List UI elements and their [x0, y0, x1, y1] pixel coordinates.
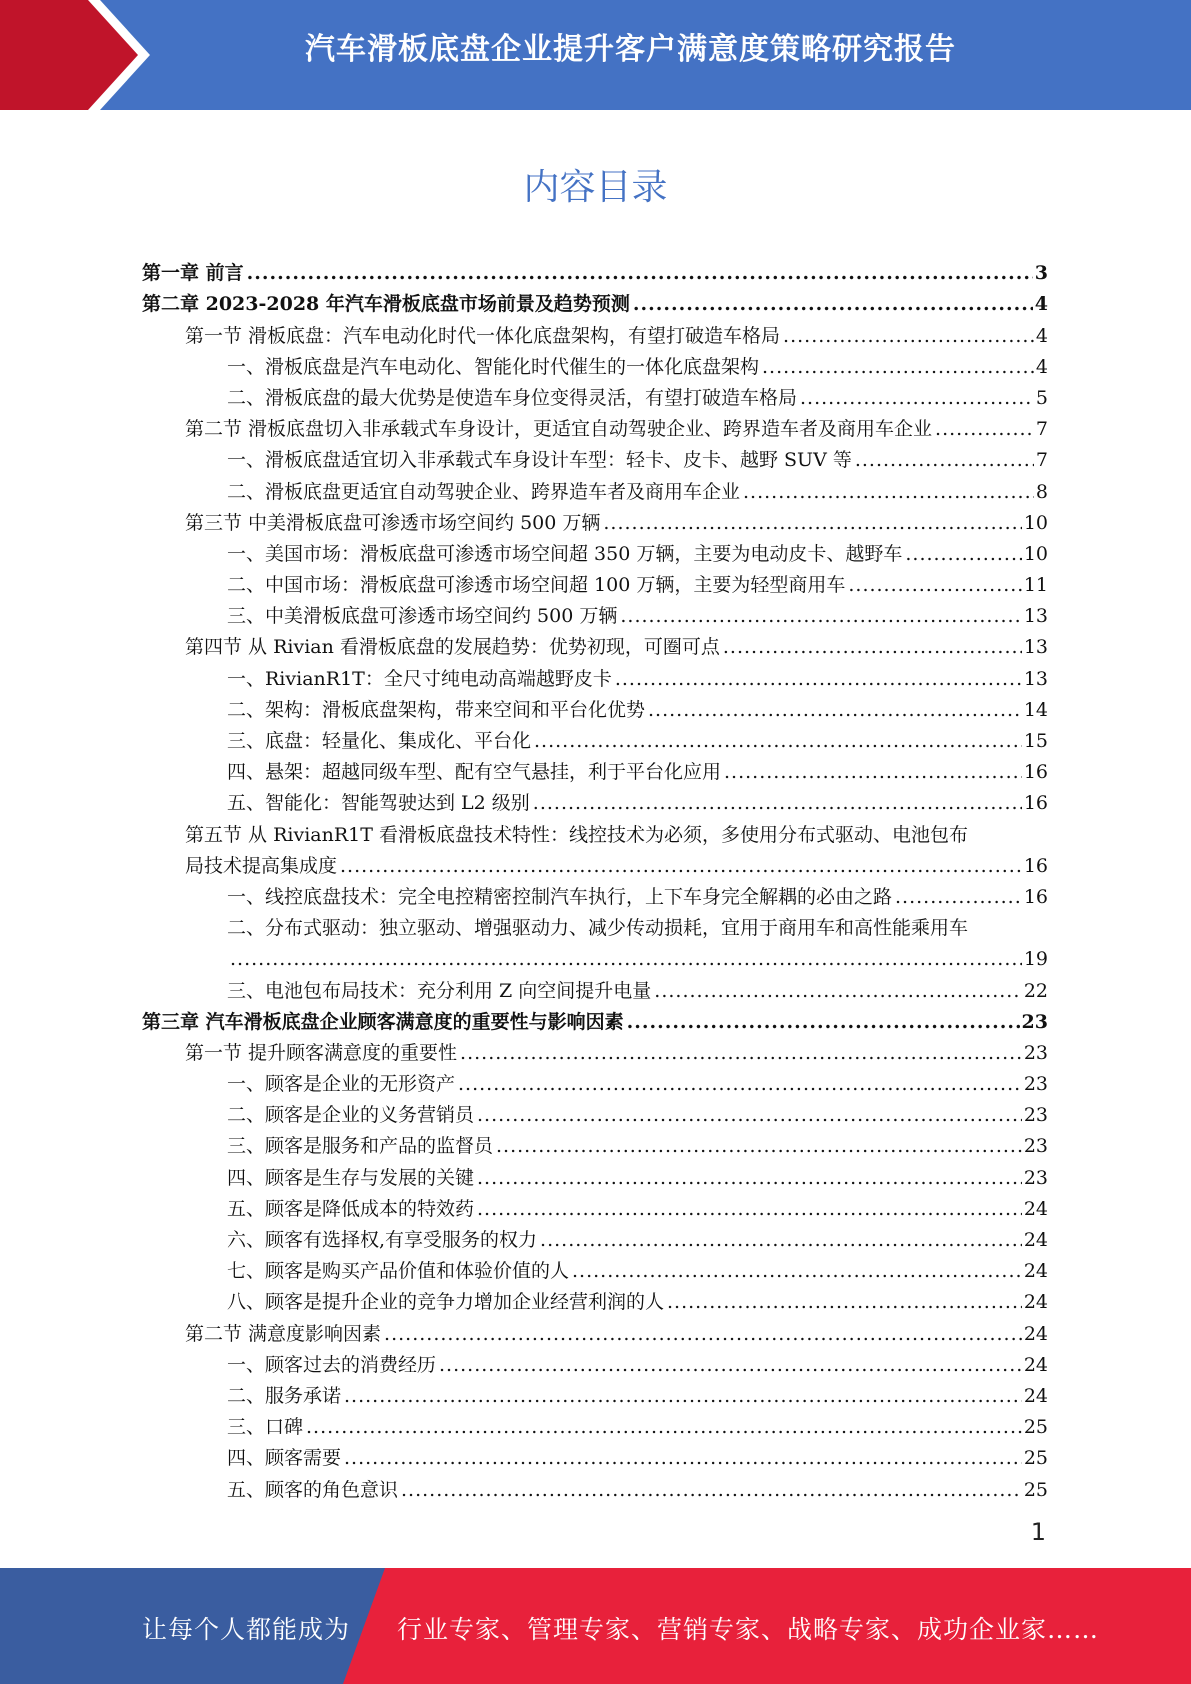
toc-entry[interactable] — [142, 254, 1048, 285]
toc-entry[interactable] — [142, 1096, 1048, 1127]
toc-entry[interactable] — [142, 753, 1048, 784]
toc-entry[interactable] — [142, 847, 1048, 878]
toc-dot-leader — [477, 1166, 1022, 1190]
toc-entry-page: 16 — [1023, 885, 1048, 908]
toc-entry-page: 14 — [1023, 698, 1048, 721]
toc-entry-label: 一、滑板底盘是汽车电动化、智能化时代催生的一体化底盘架构 — [227, 355, 760, 378]
toc-entry-page: 25 — [1023, 1447, 1048, 1470]
header-arrow-decoration — [0, 0, 160, 110]
toc-entry[interactable] — [142, 441, 1048, 472]
toc-dot-leader — [533, 791, 1022, 815]
toc-entry-page: 16 — [1023, 792, 1048, 815]
toc-entry-label: 一、滑板底盘适宜切入非承载式车身设计车型：轻卡、皮卡、越野 SUV 等 — [227, 449, 852, 472]
toc-entry-label: 五、智能化：智能驾驶达到 L2 级别 — [227, 792, 530, 815]
toc-dot-leader — [460, 1041, 1022, 1065]
toc-entry[interactable] — [142, 1127, 1048, 1158]
toc-entry[interactable] — [142, 535, 1048, 566]
toc-entry[interactable] — [142, 691, 1048, 722]
toc-entry-page: 25 — [1023, 1478, 1048, 1501]
toc-entry-label: 六、顾客有选择权,有享受服务的权力 — [227, 1229, 538, 1251]
toc-dot-leader — [496, 1134, 1022, 1158]
toc-entry-page: 7 — [1035, 418, 1048, 441]
toc-dot-leader — [800, 386, 1034, 410]
toc-dot-leader — [667, 1290, 1022, 1314]
toc-entry-label: 第五节 从 RivianR1T 看滑板底盘技术特性：线控技术为必须，多使用分布式驱动、电池包布 — [185, 823, 968, 846]
toc-dot-leader — [724, 760, 1022, 784]
toc-entry-label: 三、顾客是服务和产品的监督员 — [227, 1135, 494, 1158]
toc-dot-leader — [572, 1259, 1022, 1283]
toc-entry-page: 23 — [1023, 1073, 1048, 1096]
toc-entry[interactable] — [142, 348, 1048, 379]
toc-entry-label: 四、顾客需要 — [227, 1447, 342, 1470]
toc-entry-page: 19 — [1023, 948, 1048, 971]
toc-entry-page: 13 — [1023, 667, 1048, 690]
toc-dot-leader — [477, 1197, 1022, 1221]
toc-entry[interactable] — [142, 1034, 1048, 1065]
toc-entry[interactable] — [142, 878, 1048, 909]
toc-dot-leader — [783, 324, 1034, 348]
toc-entry-page: 24 — [1023, 1291, 1048, 1314]
toc-dot-leader — [743, 480, 1034, 504]
toc-entry-label: 三、中美滑板底盘可渗透市场空间约 500 万辆 — [227, 605, 618, 628]
toc-entry[interactable] — [142, 1314, 1048, 1345]
toc-entry-label: 三、口碑 — [227, 1416, 304, 1439]
toc-dot-leader — [540, 1228, 1022, 1252]
toc-entry[interactable] — [142, 1065, 1048, 1096]
toc-entry-label: 二、滑板底盘更适宜自动驾驶企业、跨界造车者及商用车企业 — [227, 480, 741, 503]
toc-entry-page: 10 — [1023, 542, 1048, 565]
toc-entry-page: 4 — [1035, 355, 1048, 378]
toc-dot-leader — [384, 1322, 1022, 1346]
toc-dot-leader — [620, 604, 1021, 628]
toc-entry-label: 七、顾客是购买产品价值和体验价值的人 — [227, 1260, 570, 1283]
toc-dot-leader — [615, 667, 1022, 691]
toc-dot-leader — [230, 947, 1022, 971]
report-header-bar — [0, 0, 1191, 110]
toc-entry[interactable] — [142, 659, 1048, 690]
toc-dot-leader — [855, 448, 1034, 472]
toc-entry[interactable] — [142, 504, 1048, 535]
toc-entry-label: 一、顾客是企业的无形资产 — [227, 1073, 456, 1096]
toc-dot-leader — [633, 292, 1033, 316]
toc-entry-label: 第一章 前言 — [142, 262, 244, 285]
toc-entry-label: 第二节 满意度影响因素 — [185, 1322, 382, 1345]
toc-entry[interactable] — [142, 628, 1048, 659]
toc-entry-page: 23 — [1023, 1166, 1048, 1189]
toc-heading: 内容目录 — [523, 167, 668, 208]
toc-entry-page: 24 — [1023, 1229, 1048, 1251]
toc-dot-leader — [439, 1353, 1022, 1377]
toc-entry-label: 二、中国市场：滑板底盘可渗透市场空间超 100 万辆，主要为轻型商用车 — [227, 574, 846, 597]
toc-entry-page: 13 — [1023, 605, 1048, 628]
toc-entry[interactable] — [142, 1377, 1048, 1408]
toc-entry[interactable] — [142, 940, 1048, 971]
toc-entry-label: 八、顾客是提升企业的竞争力增加企业经营利润的人 — [227, 1291, 665, 1314]
toc-entry-label: 第四节 从 Rivian 看滑板底盘的发展趋势：优势初现，可圈可点 — [185, 636, 720, 659]
toc-entry-label: 三、底盘：轻量化、集成化、平台化 — [227, 730, 532, 752]
toc-entry[interactable] — [142, 1003, 1048, 1034]
toc-entry[interactable] — [142, 597, 1048, 628]
toc-entry[interactable] — [142, 316, 1048, 347]
toc-entry-label: 第一节 滑板底盘：汽车电动化时代一体化底盘架构，有望打破造车格局 — [185, 324, 781, 347]
toc-entry-label: 第二章 2023-2028 年汽车滑板底盘市场前景及趋势预测 — [142, 293, 630, 316]
toc-entry-page: 11 — [1023, 574, 1048, 597]
toc-entry-label: 四、顾客是生存与发展的关键 — [227, 1166, 475, 1189]
toc-entry[interactable] — [142, 971, 1048, 1002]
toc-dot-leader — [648, 698, 1022, 722]
toc-entry-label: 一、RivianR1T：全尺寸纯电动高端越野皮卡 — [227, 667, 612, 690]
toc-dot-leader — [654, 979, 1022, 1003]
toc-dot-leader — [848, 573, 1021, 597]
toc-entry-label: 第三节 中美滑板底盘可渗透市场空间约 500 万辆 — [185, 511, 601, 534]
toc-dot-leader — [401, 1478, 1022, 1502]
page-number: 1 — [1030, 1518, 1046, 1546]
toc-entry-page: 24 — [1023, 1384, 1048, 1407]
toc-entry-page: 7 — [1035, 449, 1048, 472]
toc-entry-label: 二、服务承诺 — [227, 1384, 342, 1407]
toc-entry-page: 24 — [1023, 1260, 1048, 1283]
toc-entry-page: 16 — [1023, 854, 1048, 877]
toc-dot-leader — [340, 854, 1022, 878]
toc-entry-label: 四、悬架：超越同级车型、配有空气悬挂，利于平台化应用 — [227, 761, 722, 784]
toc-entry-label: 二、分布式驱动：独立驱动、增强驱动力、减少传动损耗，宜用于商用车和高性能乘用车 — [227, 917, 969, 940]
toc-entry[interactable] — [142, 1283, 1048, 1314]
toc-dot-leader — [627, 1010, 1020, 1034]
toc-dot-leader — [603, 511, 1021, 535]
toc-dot-leader — [477, 1103, 1022, 1127]
toc-entry-page: 24 — [1023, 1353, 1048, 1376]
toc-entry[interactable] — [142, 1158, 1048, 1189]
toc-entry[interactable] — [142, 1470, 1048, 1501]
toc-dot-leader — [905, 542, 1021, 566]
toc-entry-page: 10 — [1023, 511, 1048, 534]
toc-entry[interactable] — [142, 815, 1048, 846]
toc-entry-label: 第二节 滑板底盘切入非承载式车身设计，更适宜自动驾驶企业、跨界造车者及商用车企业 — [185, 418, 933, 441]
toc-entry-label: 三、电池包布局技术：充分利用 Z 向空间提升电量 — [227, 979, 652, 1002]
toc-entry[interactable] — [142, 722, 1048, 753]
footer-slogan-right: 行业专家、管理专家、营销专家、战略专家、成功企业家…… — [397, 1615, 1100, 1644]
toc-entry-label: 第一节 提升顾客满意度的重要性 — [185, 1041, 458, 1064]
toc-entry[interactable] — [142, 1346, 1048, 1377]
toc-entry-label: 局技术提高集成度 — [185, 854, 338, 877]
toc-entry-page: 23 — [1023, 1135, 1048, 1158]
toc-entry-label: 一、顾客过去的消费经历 — [227, 1353, 437, 1376]
toc-entry-label: 一、线控底盘技术：完全电控精密控制汽车执行，上下车身完全解耦的必由之路 — [227, 885, 893, 908]
toc-entry[interactable] — [142, 1408, 1048, 1439]
toc-entry[interactable] — [142, 1252, 1048, 1283]
toc-entry-page: 5 — [1035, 386, 1048, 409]
footer-slogan-left: 让每个人都能成为 — [142, 1615, 351, 1644]
toc-entry-page: 25 — [1023, 1416, 1048, 1439]
toc-dot-leader — [534, 729, 1022, 753]
toc-entry-label: 二、架构：滑板底盘架构，带来空间和平台化优势 — [227, 698, 646, 721]
toc-entry[interactable] — [142, 472, 1048, 503]
footer-banner — [0, 1568, 1191, 1684]
toc-entry-page: 23 — [1021, 1010, 1048, 1033]
toc-dot-leader — [723, 635, 1022, 659]
toc-entry-page: 4 — [1035, 324, 1048, 347]
toc-entry-page: 15 — [1023, 730, 1048, 752]
toc-dot-leader — [306, 1415, 1022, 1439]
toc-dot-leader — [344, 1446, 1022, 1470]
toc-dot-leader — [344, 1384, 1022, 1408]
toc-entry-label: 第三章 汽车滑板底盘企业顾客满意度的重要性与影响因素 — [142, 1010, 624, 1033]
toc-entry-page: 13 — [1023, 636, 1048, 659]
toc-entry-label: 五、顾客是降低成本的特效药 — [227, 1197, 475, 1220]
toc-dot-leader — [762, 355, 1034, 379]
toc-entry-page: 24 — [1023, 1197, 1048, 1220]
toc-dot-leader — [458, 1072, 1022, 1096]
toc-entry[interactable] — [142, 1190, 1048, 1221]
toc-entry-page: 24 — [1023, 1322, 1048, 1345]
toc-dot-leader — [895, 885, 1022, 909]
toc-entry-label: 二、滑板底盘的最大优势是使造车身位变得灵活，有望打破造车格局 — [227, 386, 798, 409]
toc-entry[interactable] — [142, 566, 1048, 597]
toc-entry-page: 8 — [1035, 480, 1048, 503]
toc-entry[interactable] — [142, 1221, 1048, 1252]
toc-entry-label: 一、美国市场：滑板底盘可渗透市场空间超 350 万辆，主要为电动皮卡、越野车 — [227, 542, 903, 565]
toc-entry-page: 3 — [1034, 262, 1048, 285]
report-title: 汽车滑板底盘企业提升客户满意度策略研究报告 — [305, 32, 956, 67]
toc-entry-page: 23 — [1023, 1104, 1048, 1127]
table-of-contents — [142, 254, 1048, 1502]
toc-entry-page: 16 — [1023, 761, 1048, 784]
toc-entry-label: 五、顾客的角色意识 — [227, 1478, 399, 1501]
toc-dot-leader — [247, 261, 1033, 285]
toc-entry[interactable] — [142, 410, 1048, 441]
toc-entry-label: 二、顾客是企业的义务营销员 — [227, 1104, 475, 1127]
toc-entry[interactable] — [142, 379, 1048, 410]
toc-entry[interactable] — [142, 285, 1048, 316]
toc-entry-page: 4 — [1034, 293, 1048, 316]
toc-entry-page: 23 — [1023, 1041, 1048, 1064]
toc-dot-leader — [935, 417, 1034, 441]
toc-entry[interactable] — [142, 1439, 1048, 1470]
toc-entry[interactable] — [142, 909, 1048, 940]
toc-entry-page: 22 — [1023, 979, 1048, 1002]
toc-entry[interactable] — [142, 784, 1048, 815]
